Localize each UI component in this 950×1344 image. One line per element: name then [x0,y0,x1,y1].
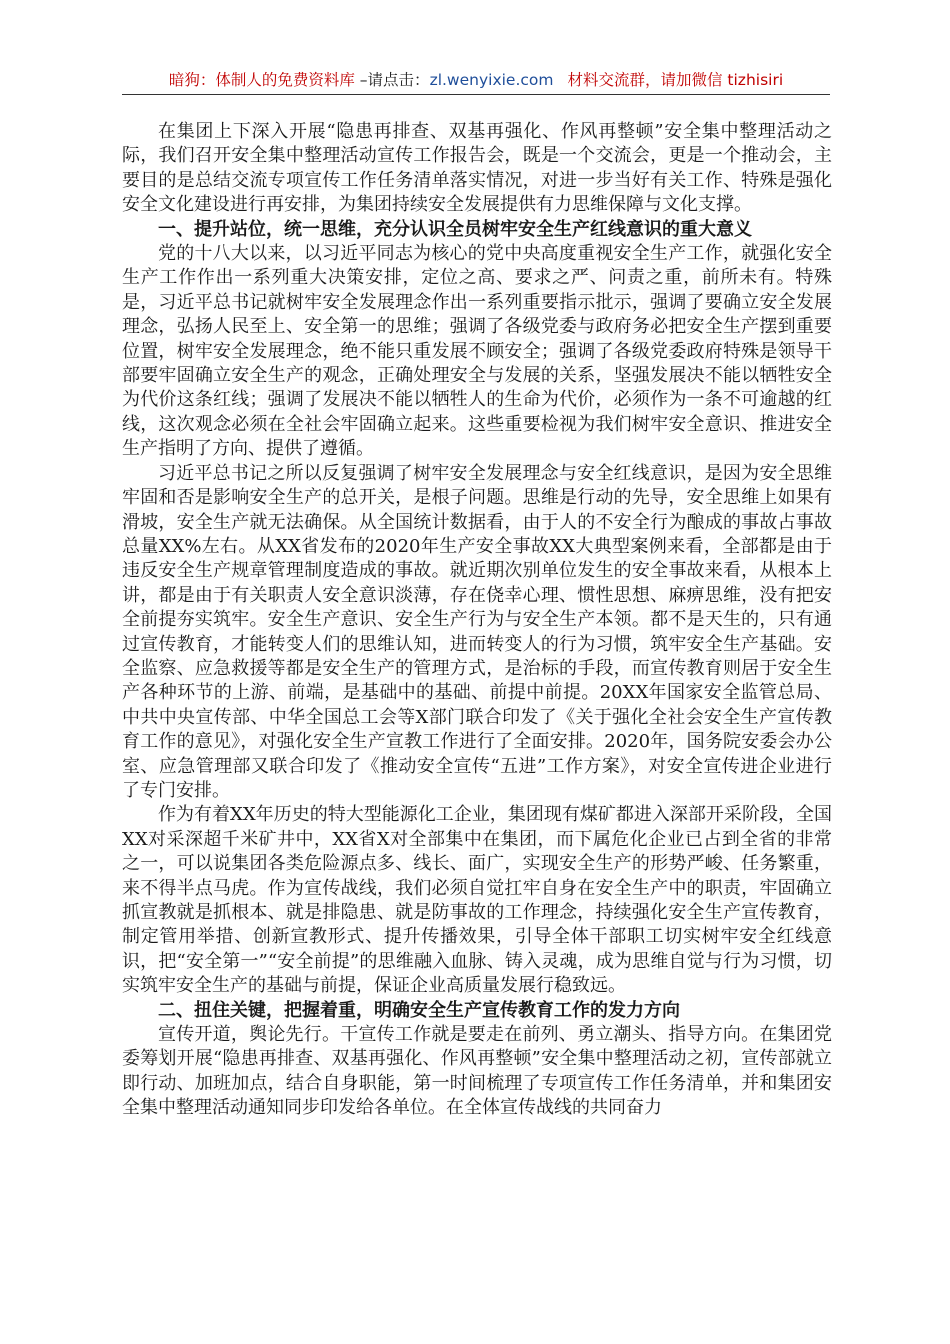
intro-paragraph: 在集团上下深入开展“隐患再排查、双基再强化、作风再整顿”安全集中整理活动之际，我们召开安全集中整理活动宣传工作报告会，既是一个交流会，更是一个推动会，主要目的是总结交流专项宣传工作任务清单落实情况，对进一步当好有关工作、特殊是强化安全文化建设进行再安排，为集团持续安全发展提供有力思维保障与文化支撑。 [122,121,832,216]
document-body [122,120,832,1121]
header-link[interactable]: zl.wenyixie.com [429,71,554,89]
header-wechat-note: 材料交流群，请加微信 tizhisiri [567,71,784,89]
section-2-heading: 二、扭住关键，把握着重，明确安全生产宣传教育工作的发力方向 [158,999,680,1021]
section-1-heading: 一、提升站位，统一思维，充分认识全员树牢安全生产红线意识的重大意义 [158,218,752,240]
section-2-paragraph-1: 宣传开道，舆论先行。干宣传工作就是要走在前列、勇立潮头、指导方向。在集团党委筹划开展“隐患再排查、双基再强化、作风再整顿”安全集中整理活动之初，宣传部就立即行动、加班加点，结合自身职能，第一时间梳理了专项宣传工作任务清单，并和集团安全集中整理活动通知同步印发给各单位。在全体宣传战线的共同奋力 [122,1024,832,1119]
section-1-paragraph-3: 作为有着XX年历史的特大型能源化工企业，集团现有煤矿都进入深部开采阶段，全国XX对采深超千米矿井中，XX省X对全部集中在集团，而下属危化企业已占到全省的非常之一，可以说集团各类危险源点多、线长、面广，实现安全生产的形势严峻、任务繁重，来不得半点马虎。作为宣传战线，我们必须自觉扛牢自身在安全生产中的职责，牢固确立抓宣教就是抓根本、就是排隐患、就是防事故的工作理念，持续强化安全生产宣传教育，制定管用举措、创新宣教形式、提升传播效果，引导全体干部职工切实树牢安全红线意识，把“安全第一”“安全前提”的思维融入血脉、铸入灵魂，成为思维自觉与行为习惯，切实筑牢安全生产的基础与前提，保证企业高质量发展行稳致远。 [122,804,832,997]
header-brand: 暗狗：体制人的免费资料库 [168,71,355,89]
section-1-paragraph-2: 习近平总书记之所以反复强调了树牢安全发展理念与安全红线意识，是因为安全思维牢固和否是影响安全生产的总开关，是根子问题。思维是行动的先导，安全思维上如果有滑坡，安全生产就无法确保。从全国统计数据看，由于人的不安全行为酿成的事故占事故总量XX%左右。从XX省发布的2020年生产安全事故XX大典型案例来看，全部都是由于违反安全生产规章管理制度造成的事故。就近期次别单位发生的安全事故来看，从根本上讲，都是由于有关职责人安全意识淡薄，存在侥幸心理、惯性思想、麻痹思维，没有把安全前提夯实筑牢。安全生产意识、安全生产行为与安全生产本领。都不是天生的，只有通过宣传教育，才能转变人们的思维认知，进而转变人的行为习惯，筑牢安全生产基础。安全监察、应急救援等都是安全生产的管理方式，是治标的手段，而宣传教育则居于安全生产各种环节的上游、前端，是基础中的基础、前提中前提。20XX年国家安全监管总局、中共中央宣传部、中华全国总工会等X部门联合印发了《关于强化全社会安全生产宣传教育工作的意见》，对强化安全生产宣教工作进行了全面安排。2020年，国务院安委会办公室、应急管理部又联合印发了《推动安全宣传“五进”工作方案》，对安全宣传进企业进行了专门安排。 [122,462,832,801]
section-1-paragraph-1: 党的十八大以来，以习近平同志为核心的党中央高度重视安全生产工作，就强化安全生产工作作出一系列重大决策安排，定位之高、要求之严、问责之重，前所未有。特殊是，习近平总书记就树牢安全发展理念作出一系列重要指示批示，强调了要确立安全发展理念，弘扬人民至上、安全第一的思维；强调了各级党委与政府务必把安全生产摆到重要位置，树牢安全发展理念，绝不能只重发展不顾安全；强调了各级党委政府特殊是领导干部要牢固确立安全生产的观念，正确处理安全与发展的关系，坚强发展决不能以牺牲安全为代价这条红线；强调了发展决不能以牺牲人的生命为代价，必须作为一条不可逾越的红线，这次观念必须在全社会牢固确立起来。这些重要检视为我们树牢安全意识、推进安全生产指明了方向、提供了遵循。 [122,243,832,460]
page-header [122,66,830,95]
header-link-label: –请点击： [354,71,430,89]
